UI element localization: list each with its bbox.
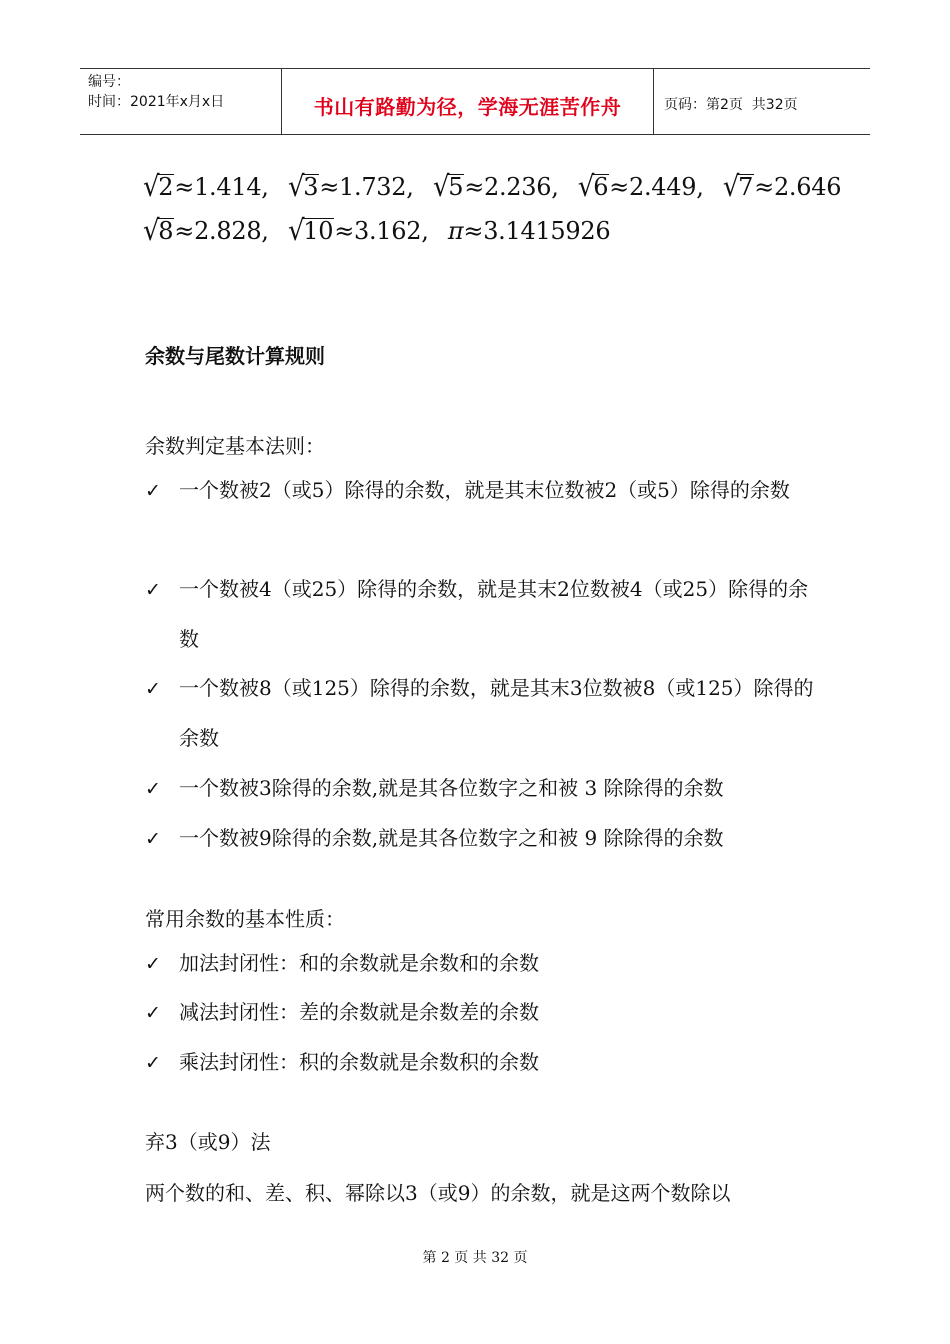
document-date: 时间：2021年x月x日	[88, 94, 225, 110]
sqrt-term: √2≈1.414,	[143, 170, 269, 204]
pi-term	[448, 217, 610, 245]
header-motto: 书山有路勤为径，学海无涯苦作舟	[313, 95, 622, 119]
list-item	[145, 778, 815, 813]
list-item	[145, 678, 815, 763]
sqrt-term: √5≈2.236,	[432, 170, 559, 204]
sqrt-term: √8≈2.828,	[143, 214, 269, 248]
radicand: 2	[158, 173, 174, 201]
pi-value: ≈3.1415926	[463, 217, 611, 245]
list-item	[145, 480, 815, 515]
cast-out-heading: 弃3（或9）法	[145, 1130, 271, 1154]
header-page-cell	[654, 69, 870, 134]
page-header	[80, 68, 870, 135]
section-title: 余数与尾数计算规则	[145, 344, 325, 368]
remainder-rules-heading: 余数判定基本法则：	[145, 434, 325, 458]
sqrt-approximations-line-2	[143, 216, 622, 246]
radicand: 3	[303, 173, 319, 201]
list-item-text: 一个数被4（或25）除得的余数，就是其末2位数被4（或25）除得的余数	[179, 577, 809, 651]
header-meta	[80, 69, 282, 134]
list-item	[145, 579, 815, 664]
check-icon: ✓	[145, 1052, 161, 1074]
radicand: 10	[303, 217, 334, 245]
list-item-text: 一个数被3除得的余数,就是其各位数字之和被 3 除除得的余数	[179, 776, 724, 800]
radicand: 6	[593, 173, 609, 201]
sqrt-term: √6≈2.449,	[577, 170, 704, 204]
approx-value: ≈2.449,	[609, 173, 704, 201]
list-item	[145, 953, 815, 988]
check-icon: ✓	[145, 678, 161, 700]
approx-value: ≈3.162,	[334, 217, 429, 245]
sqrt-term: √10≈3.162,	[287, 214, 429, 248]
list-item	[145, 1052, 815, 1087]
radicand: 8	[158, 217, 174, 245]
list-item	[145, 1002, 815, 1037]
check-icon: ✓	[145, 953, 161, 975]
approx-value: ≈1.732,	[319, 173, 414, 201]
list-item-text: 一个数被9除得的余数,就是其各位数字之和被 9 除除得的余数	[179, 826, 724, 850]
header-motto-cell	[282, 69, 654, 134]
approx-value: ≈2.236,	[464, 173, 559, 201]
approx-value: ≈1.414,	[174, 173, 269, 201]
approx-value: ≈2.828,	[174, 217, 269, 245]
check-icon: ✓	[145, 828, 161, 850]
approx-value: ≈2.646	[754, 173, 842, 201]
radicand: 5	[448, 173, 464, 201]
check-icon: ✓	[145, 480, 161, 502]
sqrt-term: √7≈2.646	[722, 170, 842, 204]
sqrt-approximations-line-1	[143, 172, 853, 202]
list-item-text: 减法封闭性：差的余数就是余数差的余数	[179, 1000, 539, 1024]
list-item	[145, 828, 815, 863]
header-page-info: 页码：第2页 共32页	[664, 96, 798, 113]
check-icon: ✓	[145, 579, 161, 601]
list-item-text: 加法封闭性：和的余数就是余数和的余数	[179, 951, 539, 975]
cast-out-text: 两个数的和、差、积、幂除以3（或9）的余数，就是这两个数除以	[145, 1181, 731, 1205]
radicand: 7	[738, 173, 754, 201]
check-icon: ✓	[145, 1002, 161, 1024]
list-item-text: 一个数被2（或5）除得的余数，就是其末位数被2（或5）除得的余数	[179, 478, 790, 502]
sqrt-term: √3≈1.732,	[287, 170, 414, 204]
pi-symbol: π	[447, 217, 464, 245]
list-item-text: 乘法封闭性：积的余数就是余数积的余数	[179, 1050, 539, 1074]
page-footer: 第 2 页 共 32 页	[422, 1250, 528, 1266]
check-icon: ✓	[145, 778, 161, 800]
list-item-text: 一个数被8（或125）除得的余数，就是其末3位数被8（或125）除得的余数	[179, 676, 814, 750]
properties-heading: 常用余数的基本性质：	[145, 907, 345, 931]
document-number-label: 编号：	[88, 74, 130, 90]
